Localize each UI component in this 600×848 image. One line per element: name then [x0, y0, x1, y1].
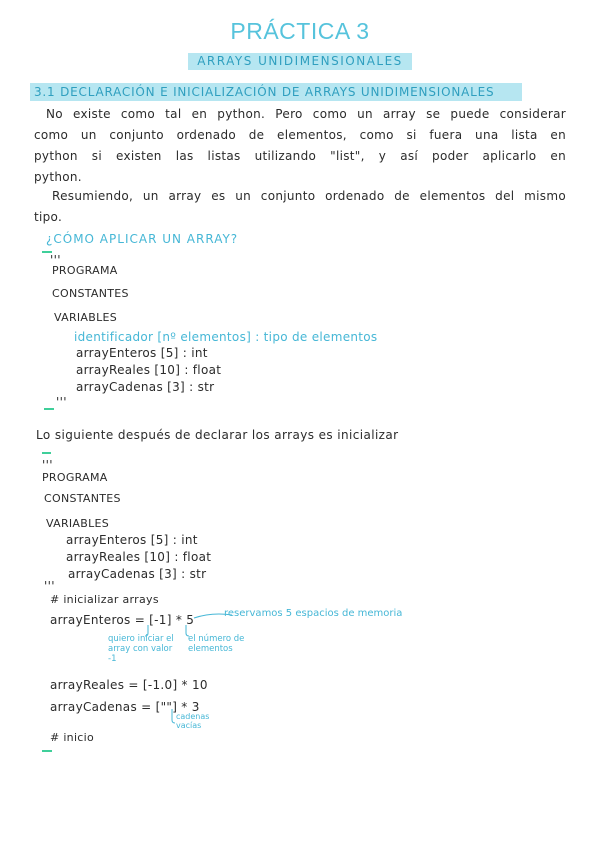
block2-comment: # inicializar arrays — [50, 593, 159, 606]
page-subtitle: ARRAYS UNIDIMENSIONALES — [188, 53, 412, 70]
summary-paragraph — [34, 186, 566, 228]
block2-decl-reales: arrayReales [10] : float — [66, 550, 212, 564]
summary-line: Resumiendo, un array es un conjunto ordenado de elementos del mismo — [52, 189, 566, 203]
block1-decl-cadenas: arrayCadenas [3] : str — [76, 380, 215, 394]
transition-text: Lo siguiente después de declarar los arrays es inicializar — [36, 428, 399, 442]
intro-line: python. — [34, 170, 82, 184]
init-reales: arrayReales = [-1.0] * 10 — [50, 678, 208, 692]
block1-generic-declaration: identificador [nº elementos] : tipo de elementos — [74, 330, 378, 344]
block1-decl-enteros: arrayEnteros [5] : int — [76, 346, 208, 360]
section-heading: 3.1 DECLARACIÓN E INICIALIZACIÓN DE ARRAYS UNIDIMENSIONALES — [30, 83, 522, 101]
annotation-empty-strings: cadenas vacías — [176, 712, 210, 730]
code-marker — [44, 408, 54, 410]
block2-decl-cadenas: arrayCadenas [3] : str — [68, 567, 207, 581]
intro-line: python si existen las listas utilizando "list", y así poder aplicarlo en — [34, 149, 566, 163]
intro-paragraph — [34, 104, 566, 188]
annotation-reserve: reservamos 5 espacios de memoria — [224, 608, 403, 619]
intro-line: como un conjunto ordenado de elementos, como si fuera una lista en — [34, 128, 566, 142]
annotation-initial-value: quiero iniciar el array con valor -1 — [108, 634, 174, 664]
code-marker — [42, 452, 51, 454]
init-cadenas: arrayCadenas = [""] * 3 — [50, 700, 200, 714]
block1-close-quote: ''' — [56, 395, 67, 409]
block1-programa: PROGRAMA — [52, 264, 118, 277]
block2-constantes: CONSTANTES — [44, 492, 121, 505]
code-marker — [42, 750, 52, 752]
block2-variables: VARIABLES — [46, 517, 110, 530]
intro-line: No existe como tal en python. Pero como un array se puede considerar — [46, 107, 566, 121]
block2-decl-enteros: arrayEnteros [5] : int — [66, 533, 198, 547]
block2-open-quote: ''' — [42, 458, 53, 472]
block2-programa: PROGRAMA — [42, 471, 108, 484]
block1-open-quote: ''' — [50, 253, 61, 267]
summary-line: tipo. — [34, 210, 63, 224]
block2-inicio: # inicio — [50, 731, 95, 744]
block1-variables: VARIABLES — [54, 311, 118, 324]
init-enteros: arrayEnteros = [-1] * 5 — [50, 613, 195, 627]
block1-decl-reales: arrayReales [10] : float — [76, 363, 222, 377]
annotation-arrow — [192, 610, 242, 624]
block2-close-quote: ''' — [44, 579, 55, 593]
question-heading: ¿CÓMO APLICAR UN ARRAY? — [46, 232, 239, 246]
page-title: PRÁCTICA 3 — [230, 18, 370, 44]
block1-constantes: CONSTANTES — [52, 287, 129, 300]
annotation-element-count: el número de elementos — [188, 634, 245, 654]
